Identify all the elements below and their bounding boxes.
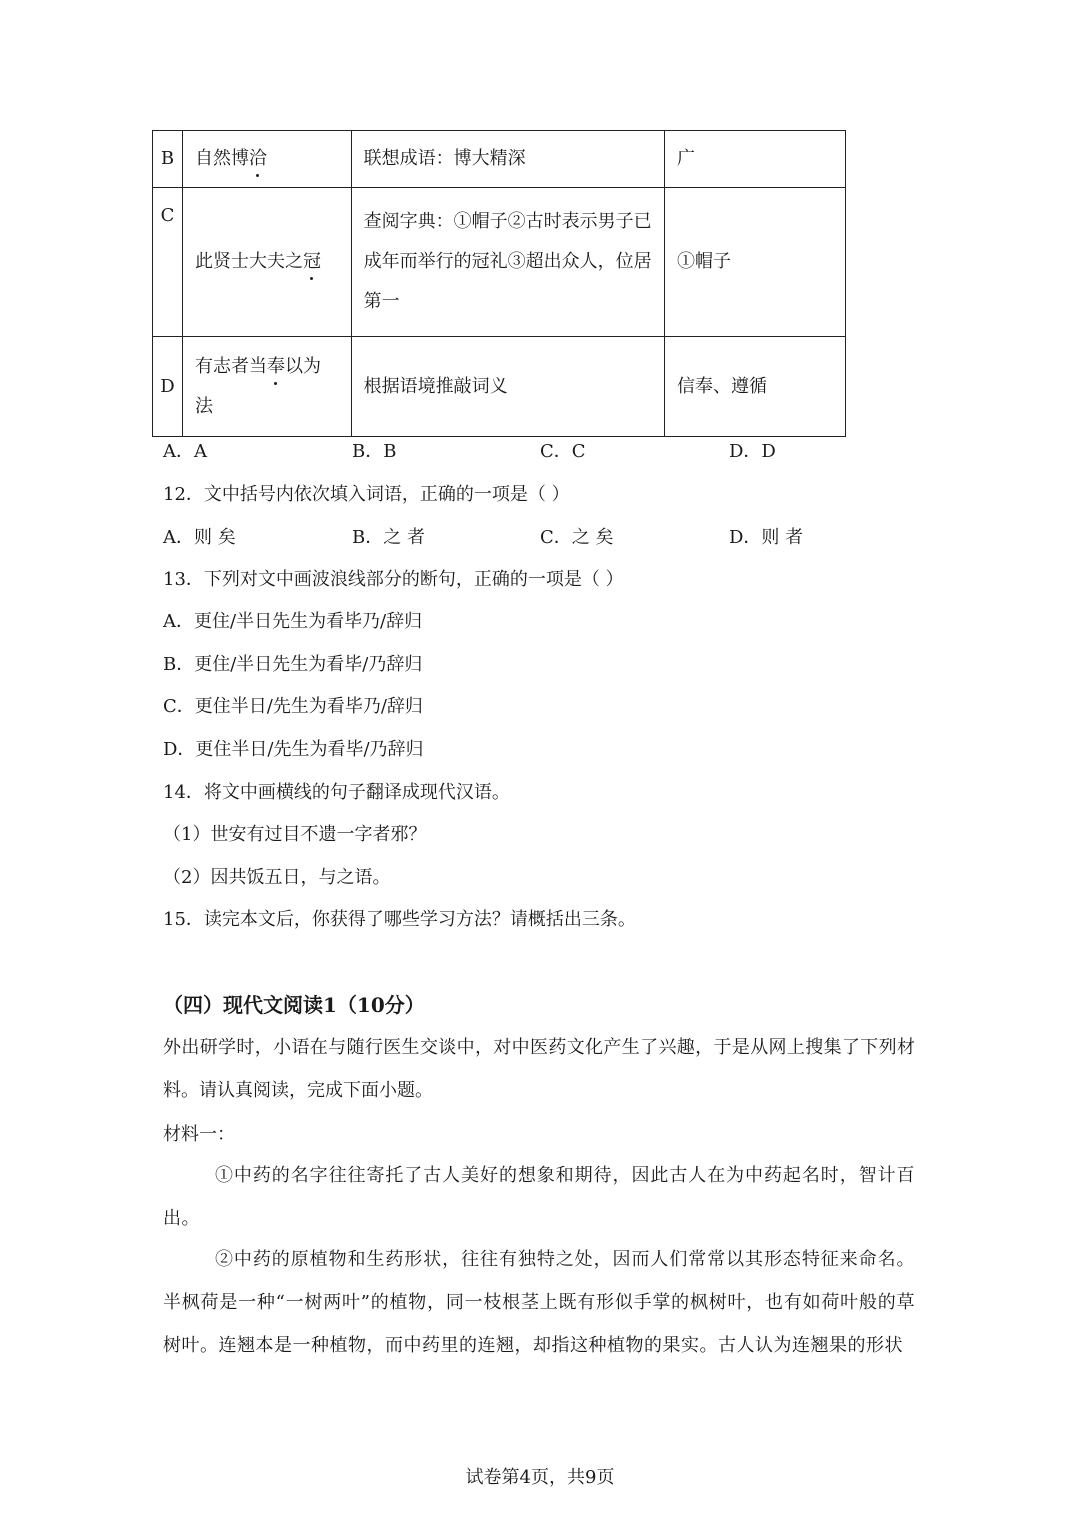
option-a[interactable]: A．更住/半日先生为看毕乃/辞归 [163,611,423,632]
answer-cell: ①帽子 [664,188,845,337]
phrase-text: 此贤士大夫之 [194,251,303,272]
section-intro: 外出研学时，小语在与随行医生交谈中，对中医药文化产生了兴趣，于是从网上搜集了下列材料。请认真阅读，完成下面小题。 [163,1037,915,1101]
option-a[interactable]: A．A [163,441,207,462]
material-label: 材料一： [163,1124,235,1145]
dotted-char: 冠 [303,242,321,282]
question-14-stem: 14．将文中画横线的句子翻译成现代汉语。 [163,782,510,803]
page-footer: 试卷第4页，共9页 [465,1467,615,1488]
table-row [153,188,846,337]
question-14-item-1: （1）世安有过目不遗一字者邪？ [163,824,427,845]
row-letter: C [153,188,183,337]
row-letter: B [153,131,183,188]
option-c[interactable]: C．C [540,441,586,462]
phrase-cell [182,131,351,188]
answer-cell: 信奉、遵循 [664,337,845,437]
phrase-cell [182,188,351,337]
option-b[interactable]: B．B [352,441,397,462]
question-13-stem: 13．下列对文中画波浪线部分的断句，正确的一项是（ ） [163,569,624,590]
method-cell: 联想成语：博大精深 [351,131,664,188]
phrase-text: 自然博 [194,148,249,169]
table-row [153,337,846,437]
question-11-table [152,130,846,437]
material-paragraph-1: ①中药的名字往往寄托了古人美好的想象和期待，因此古人在为中药起名时，智计百出。 [163,1165,915,1229]
option-d[interactable]: D．则 者 [729,527,804,548]
table-row [153,131,846,188]
option-b[interactable]: B．更住/半日先生为看毕/乃辞归 [163,654,423,675]
question-14-item-2: （2）因共饭五日，与之语。 [163,867,391,888]
question-11-options [163,440,923,464]
question-12-stem: 12．文中括号内依次填入词语，正确的一项是（ ） [163,484,570,505]
question-15-stem: 15．读完本文后，你获得了哪些学习方法？请概括出三条。 [163,909,636,930]
option-c[interactable]: C．之 矣 [540,527,614,548]
phrase-text: 有志者当 [194,355,267,377]
option-c[interactable]: C．更住半日/先生为看毕乃/辞归 [163,696,423,717]
option-d[interactable]: D．D [729,441,776,462]
option-d[interactable]: D．更住半日/先生为看毕/乃辞归 [163,739,424,760]
method-cell: 查阅字典：①帽子②古时表示男子已成年而举行的冠礼③超出众人，位居第一 [351,188,664,337]
method-cell: 根据语境推敲词义 [351,337,664,437]
section-title: （四）现代文阅读1（10分） [163,993,425,1017]
phrase-cell [182,337,351,437]
phrase-text: 以为法 [194,355,321,417]
option-a[interactable]: A．则 矣 [163,527,236,548]
dotted-char: 洽 [249,139,267,179]
row-letter: D [153,337,183,437]
answer-cell: 广 [664,131,845,188]
material-paragraph-2: ②中药的原植物和生药形状，往往有独特之处，因而人们常常以其形态特征来命名。半枫荷是一种“一树两叶”的植物，同一枝根茎上既有形似手掌的枫树叶，也有如荷叶般的草树叶。连翘本是一种植物，而中药里的连翘，却指这种植物的果实。古人认为连翘果的形状 [163,1249,915,1356]
question-12-options [163,526,923,550]
option-b[interactable]: B．之 者 [352,527,425,548]
dotted-char: 奉 [267,347,285,387]
